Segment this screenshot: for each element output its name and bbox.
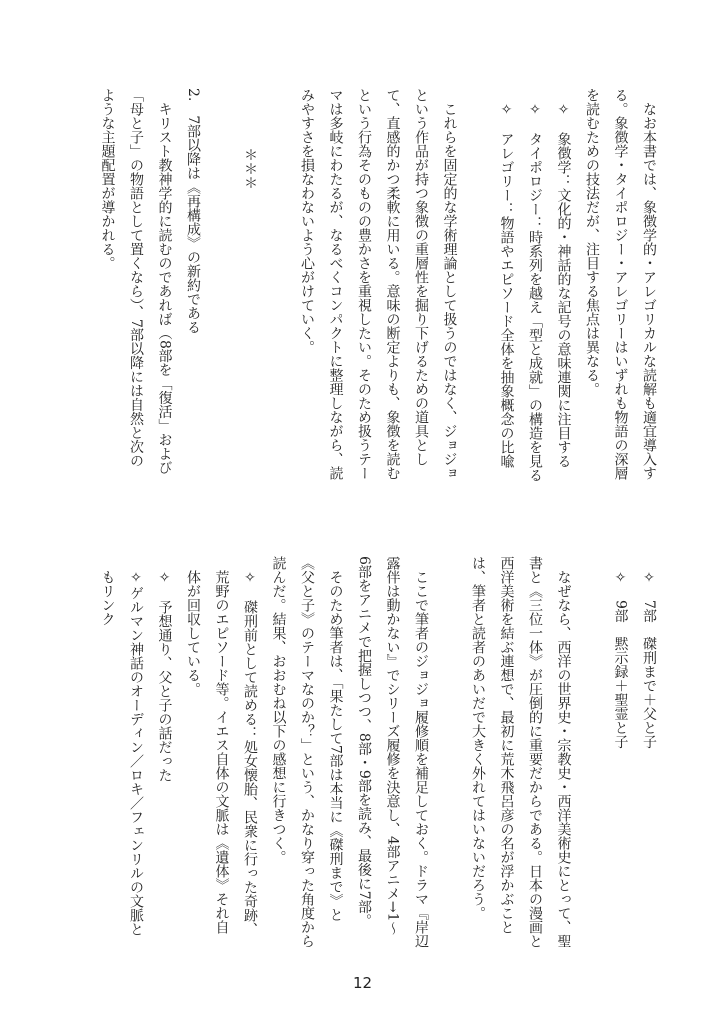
text-line: 読んだ。結果、おおむね以下の感想に行きつく。 bbox=[270, 556, 287, 864]
text-line: なぜなら、西洋の世界史・宗教史・西洋美術史にとって、聖 bbox=[555, 570, 572, 948]
bullet-part7: ✧ 7部 磔刑まで＋父と子 bbox=[641, 570, 657, 749]
bullet-father-son: ✧ 予想通り、父と子の話だった bbox=[156, 570, 173, 782]
bullet-typology: ✧ タイポロジー：時系列を越え「型と成就」の構造を見る bbox=[527, 102, 543, 482]
text-line: これらを固定的な学術理論として扱うのではなく、ジョジョ bbox=[441, 102, 458, 480]
blank-line bbox=[464, 88, 493, 508]
blank-line bbox=[578, 556, 607, 960]
section-heading: 2. 7部以降は《再構成》の新約である bbox=[185, 88, 201, 335]
text-line: 「母と子」の物語として置くなら）、7部以降には自然と次の bbox=[128, 88, 144, 468]
bullet-part9: ✧ 9部 黙示録＋聖霊と子 bbox=[612, 570, 629, 749]
blank-line bbox=[264, 88, 293, 508]
text-line: なお本書では、象徴学的・アレゴリカルな読解も適宜導入す bbox=[641, 102, 657, 480]
blank-line bbox=[207, 88, 236, 508]
page-number: 12 bbox=[352, 974, 373, 992]
text-line: という行為そのものの豊かさを重視したい。そのため扱うテー bbox=[356, 88, 372, 480]
bullet-symbolism: ✧ 象徴学：文化的・神話的な記号の意味連関に注目する bbox=[555, 102, 572, 468]
text-line: みやすさを損なわないよう心がけていく。 bbox=[299, 88, 315, 354]
text-line: ここで筆者のジョジョ履修順を補足しておく。ドラマ『岸辺 bbox=[413, 570, 429, 948]
text-line: 6部をアニメで把握しつつ、8部・9部を読み、最後に7部。 bbox=[356, 556, 372, 928]
text-line: る。象徴学・タイポロジー・アレゴリーはいずれも物語の深層 bbox=[612, 88, 629, 480]
text-line: マは多岐にわたるが、なるべくコンパクトに整理しながら、読 bbox=[327, 88, 344, 480]
text-line: 《父と子》のテーマなのか？」という、かなり穿った角度から bbox=[299, 556, 315, 948]
text-line: 露伴は動かない』でシリーズ履修を決意し、4部アニメ→1〜 bbox=[384, 556, 401, 936]
text-line: 書と《三位一体》が圧倒的に重要だからである。日本の漫画と bbox=[527, 556, 543, 948]
text-line: もリンク bbox=[99, 570, 116, 626]
section-divider: ＊＊＊ bbox=[242, 148, 258, 190]
text-line: 荒野のエピソード等。イエス自体の文脈は《遺体》それ自 bbox=[213, 570, 230, 934]
blank-line bbox=[435, 556, 464, 960]
text-line: 西洋美術を結ぶ連想で、最初に荒木飛呂彦の名が浮かぶこと bbox=[498, 556, 515, 934]
bullet-pre-crucifixion: ✧ 磔刑前として読める：処女懐胎、民衆に行った奇跡、 bbox=[242, 570, 258, 936]
bullet-germanic-myth: ✧ゲルマン神話のオーディン／ロキ／フェンリルの文脈と bbox=[128, 570, 144, 936]
text-line: という作品が持つ象徴の重層性を掘り下げるための道具とし bbox=[413, 88, 429, 466]
text-line: 体が回収している。 bbox=[185, 570, 201, 696]
top-text-block bbox=[93, 88, 663, 508]
text-line: を読むための技法だが、注目する焦点は異なる。 bbox=[584, 88, 600, 396]
text-line: そのため筆者は、「果たして7部は本当に《磔刑まで》と bbox=[327, 570, 344, 922]
bullet-allegory: ✧ アレゴリー：物語やエピソード全体を抽象概念の比喩 bbox=[498, 102, 515, 468]
bottom-text-block bbox=[93, 556, 663, 960]
text-line: て、直感的かつ柔軟に用いる。意味の断定よりも、象徴を読む bbox=[384, 88, 401, 480]
text-line: ような主題配置が導かれる。 bbox=[99, 88, 116, 270]
text-line: キリスト教神学的に読むのであれば（8部を「復活」および bbox=[156, 102, 173, 475]
text-line: は、筆者と読者のあいだで大きく外れてはいないだろう。 bbox=[470, 556, 486, 920]
